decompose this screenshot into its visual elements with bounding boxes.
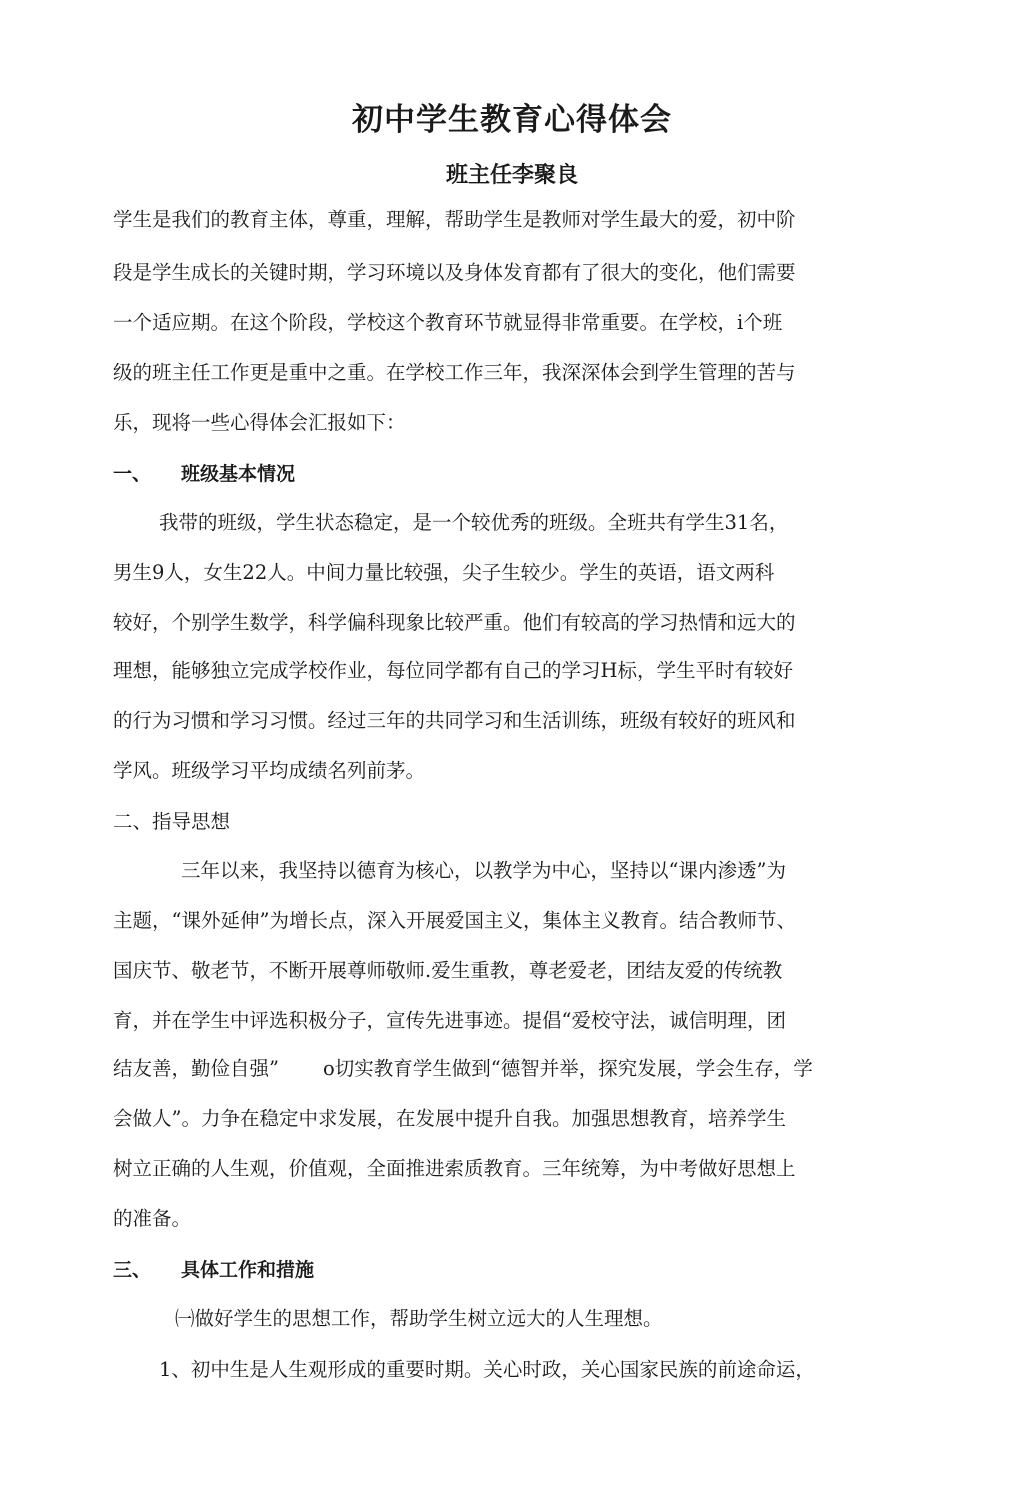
section-heading-3 — [113, 1256, 314, 1284]
paragraph-line: 学风。班级学习平均成绩名列前茅。 — [113, 759, 426, 782]
paragraph-line: 理想，能够独立完成学校作业，每位同学都有自己的学习H标，学生平时有较好 — [113, 659, 794, 682]
paragraph-line: 段是学生成长的关键时期，学习环境以及身体发育都有了很大的变化，他们需要 — [113, 261, 796, 284]
document-title: 初中学生教育心得体会 — [352, 102, 672, 138]
paragraph-line: 会做人”。力争在稳定中求发展，在发展中提升自我。加强思想教育，培养学生 — [113, 1107, 786, 1130]
paragraph-line — [113, 1055, 813, 1083]
paragraph-line: 1、初中生是人生观形成的重要时期。关心时政，关心国家民族的前途命运， — [159, 1358, 815, 1381]
paragraph-line: 较好，个别学生数学，科学偏科现象比较严重。他们有较高的学习热情和远大的 — [113, 611, 796, 634]
paragraph-line: 树立正确的人生观，价值观，全面推进索质教育。三年统筹，为中考做好思想上 — [113, 1157, 796, 1180]
paragraph-line: 学生是我们的教育主体，尊重，理解，帮助学生是教师对学生最大的爱，初中阶 — [113, 208, 796, 231]
paragraph-line: 的准备。 — [113, 1207, 192, 1230]
paragraph-line: 男生9人，女生22人。中间力量比较强，尖子生较少。学生的英语，语文两科 — [113, 561, 775, 584]
paragraph-line: 我带的班级，学生状态稳定，是一个较优秀的班级。全班共有学生31名， — [159, 511, 789, 534]
section-title: 具体工作和措施 — [181, 1259, 315, 1281]
paragraph-line: 的行为习惯和学习习惯。经过三年的共同学习和生活训练，班级有较好的班风和 — [113, 709, 796, 732]
section-number: 三、 — [113, 1259, 152, 1281]
paragraph-line: 主题，“课外延伸”为增长点，深入开展爱国主义，集体主义教育。结合教师节、 — [113, 909, 796, 932]
paragraph-line: 育，并在学生中评选积极分子，宣传先进事迹。提倡“爱校守法，诚信明理，团 — [113, 1009, 786, 1032]
section-heading-1 — [113, 460, 295, 488]
paragraph-line: 乐，现将一些心得体会汇报如下： — [113, 411, 406, 434]
section-heading-2: 二、指导思想 — [113, 810, 231, 833]
document-subtitle: 班主任李聚良 — [445, 163, 578, 188]
paragraph-line: ㈠做好学生的思想工作，帮助学生树立远大的人生理想。 — [175, 1307, 663, 1330]
paragraph-line: 三年以来，我坚持以德育为核心，以教学为中心，坚持以“课内渗透”为 — [181, 859, 786, 882]
paragraph-line: 级的班主任工作更是重中之重。在学校工作三年，我深深体会到学生管理的苦与 — [113, 361, 796, 384]
paragraph-line: 一个适应期。在这个阶段，学校这个教育环节就显得非常重要。在学校，i个班 — [113, 311, 783, 334]
paragraph-line: 国庆节、敬老节，不断开展尊师敬师.爱生重教，尊老爱老，团结友爱的传统教 — [113, 959, 783, 982]
section-number: 一、 — [113, 463, 152, 485]
line-segment: o切实教育学生做到“德智并举，探究发展，学会生存，学 — [322, 1057, 813, 1080]
section-title: 班级基本情况 — [181, 463, 296, 485]
line-segment: 结友善，勤俭自强” — [113, 1057, 279, 1080]
